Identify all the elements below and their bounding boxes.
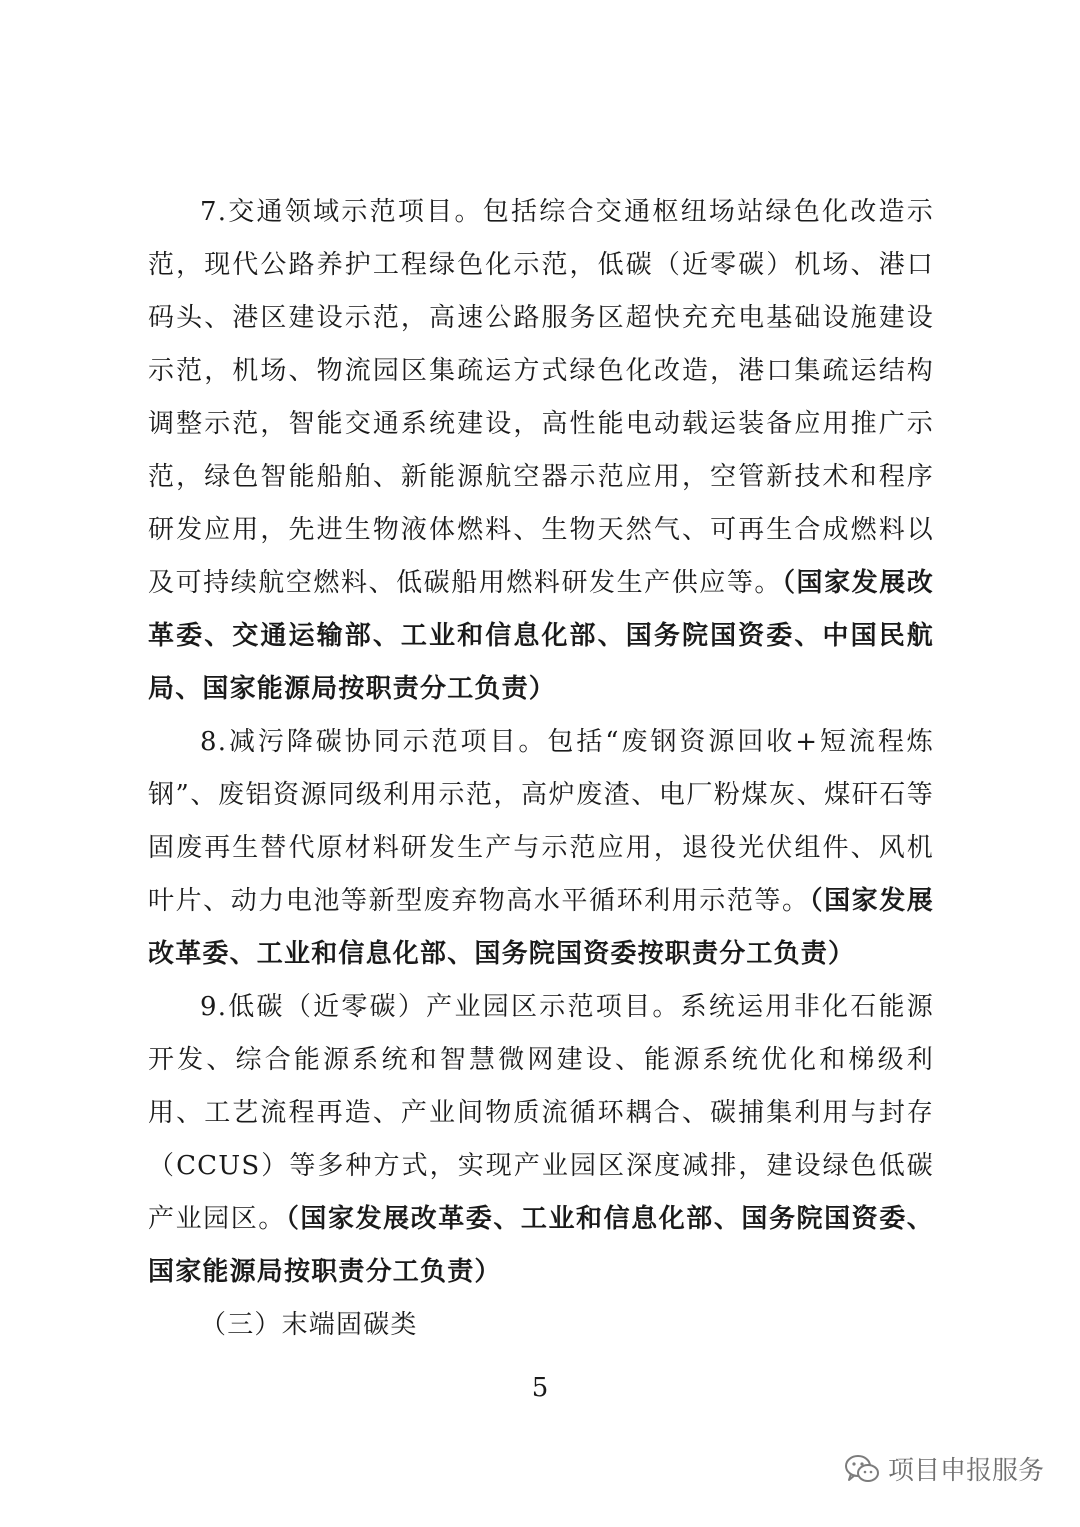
paragraph-item-9 xyxy=(148,981,934,1299)
wechat-icon xyxy=(844,1454,880,1484)
paragraph-item-8 xyxy=(148,716,934,981)
paragraph-text: 9.低碳（近零碳）产业园区示范项目。系统运用非化石能源开发、综合能源系统和智慧微网建设、能源系统优化和梯级利用、工艺流程再造、产业间物质流循环耦合、碳捕集利用与封存（CCUS）等多种方式，实现产业园区深度减排，建设绿色低碳产业园区。 xyxy=(148,992,934,1234)
watermark-text: 项目申报服务 xyxy=(887,1456,1044,1486)
paragraph-text: 7.交通领域示范项目。包括综合交通枢纽场站绿色化改造示范，现代公路养护工程绿色化示范，低碳（近零碳）机场、港口码头、港区建设示范，高速公路服务区超快充充电基础设施建设示范，机场、物流园区集疏运方式绿色化改造，港口集疏运结构调整示范，智能交通系统建设，高性能电动载运装备应用推广示范，绿色智能船舶、新能源航空器示范应用，空管新技术和程序研发应用，先进生物液体燃料、生物天然气、可再生合成燃料以及可持续航空燃料、低碳船用燃料研发生产供应等。 xyxy=(148,197,934,598)
paragraph-text: 8.减污降碳协同示范项目。包括“废钢资源回收+短流程炼钢”、废铝资源同级利用示范，高炉废渣、电厂粉煤灰、煤矸石等固废再生替代原材料研发生产与示范应用，退役光伏组件、风机叶片、动力电池等新型废弃物高水平循环利用示范等。 xyxy=(148,727,934,916)
document-body xyxy=(148,186,934,1352)
section-heading: （三）末端固碳类 xyxy=(200,1310,418,1340)
page-number: 5 xyxy=(531,1373,549,1403)
paragraph-item-7 xyxy=(148,186,934,716)
responsible-departments: （国家发展改革委、工业和信息化部、国务院国资委按职责分工负责） xyxy=(148,886,934,969)
responsible-departments: （国家发展改革委、交通运输部、工业和信息化部、国务院国资委、中国民航局、国家能源局按职责分工负责） xyxy=(148,568,934,704)
watermark xyxy=(844,1450,1044,1487)
responsible-departments: （国家发展改革委、工业和信息化部、国务院国资委、国家能源局按职责分工负责） xyxy=(148,1204,934,1287)
